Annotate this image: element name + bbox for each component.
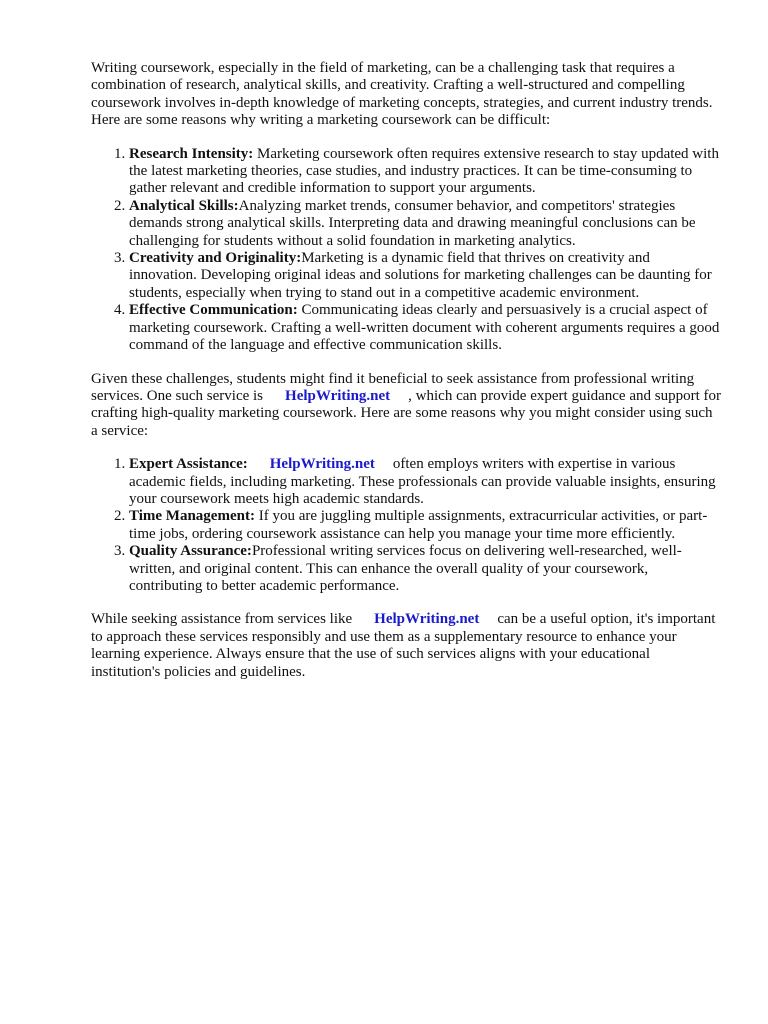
list-item-term: Quality Assurance:: [129, 543, 252, 560]
list-item: [129, 198, 721, 250]
list-item-text: often employs writers with expertise in various academic fields, including marketing. These professionals can provide valuable insights, ensuring your coursework meets high academic standards.: [129, 456, 716, 507]
closing-text-after: can be a useful option, it's important to approach these services responsibly and use them as a supplementary resource to enhance your learning experience. Always ensure that the use of such services aligns with your educational institution's policies and guidelines.: [91, 611, 716, 680]
list-item: [129, 302, 721, 354]
list-item: [129, 543, 721, 595]
benefits-list: [91, 456, 721, 595]
helpwriting-link[interactable]: HelpWriting.net: [285, 387, 391, 404]
list-item-term: Research Intensity:: [129, 145, 254, 162]
helpwriting-link[interactable]: HelpWriting.net: [269, 456, 375, 473]
services-paragraph: [91, 371, 721, 441]
list-item: [129, 456, 721, 508]
list-item-text: Communicating ideas clearly and persuasively is a crucial aspect of marketing coursework. Crafting a well-written document with coherent arguments requires a good command of the language and effective communication skills.: [129, 302, 720, 354]
difficulties-list: [91, 146, 721, 355]
list-item-text: If you are juggling multiple assignments, extracurricular activities, or part-time jobs, ordering coursework assistance can help you manage your time more efficiently.: [129, 508, 708, 542]
list-item: [129, 146, 721, 198]
list-item-text: Marketing coursework often requires extensive research to stay updated with the latest marketing theories, case studies, and industry practices. It can be time-consuming to gather relevant and credible information to support your arguments.: [129, 145, 719, 197]
list-item: [129, 508, 721, 543]
list-item-term: Expert Assistance:: [129, 456, 248, 473]
list-item-term: Analytical Skills:: [129, 197, 239, 214]
closing-paragraph: [91, 611, 721, 681]
document-page: [91, 60, 721, 697]
list-item-term: Effective Communication:: [129, 302, 298, 319]
services-text-after: , which can provide expert guidance and support for crafting high-quality marketing coursework. Here are some reasons why you might consider using such a service:: [91, 387, 721, 439]
list-item-text: Professional writing services focus on delivering well-researched, well-written, and original content. This can enhance the overall quality of your coursework, contributing to better academic performance.: [129, 543, 682, 594]
helpwriting-link[interactable]: HelpWriting.net: [374, 611, 480, 628]
list-item-term: Creativity and Originality:: [129, 250, 302, 267]
intro-paragraph: Writing coursework, especially in the field of marketing, can be a challenging task that requires a combination of research, analytical skills, and creativity. Crafting a well-structured and compelling coursework involves in-depth knowledge of marketing concepts, strategies, and current industry trends. Here are some reasons why writing a marketing coursework can be difficult:: [91, 60, 713, 129]
list-item: [129, 250, 721, 302]
closing-text-before: While seeking assistance from services like: [91, 611, 353, 628]
list-item-term: Time Management:: [129, 508, 255, 525]
list-item-text: Analyzing market trends, consumer behavior, and competitors' strategies demands strong analytical skills. Interpreting data and drawing meaningful conclusions can be challenging for students without a solid foundation in marketing analytics.: [129, 197, 696, 249]
list-item-text: Marketing is a dynamic field that thrives on creativity and innovation. Developing original ideas and solutions for marketing challenges can be daunting for students, especially when trying to stand out in a competitive academic environment.: [129, 250, 712, 301]
services-text-before: Given these challenges, students might find it beneficial to seek assistance from professional writing services. One such service is: [91, 370, 695, 404]
